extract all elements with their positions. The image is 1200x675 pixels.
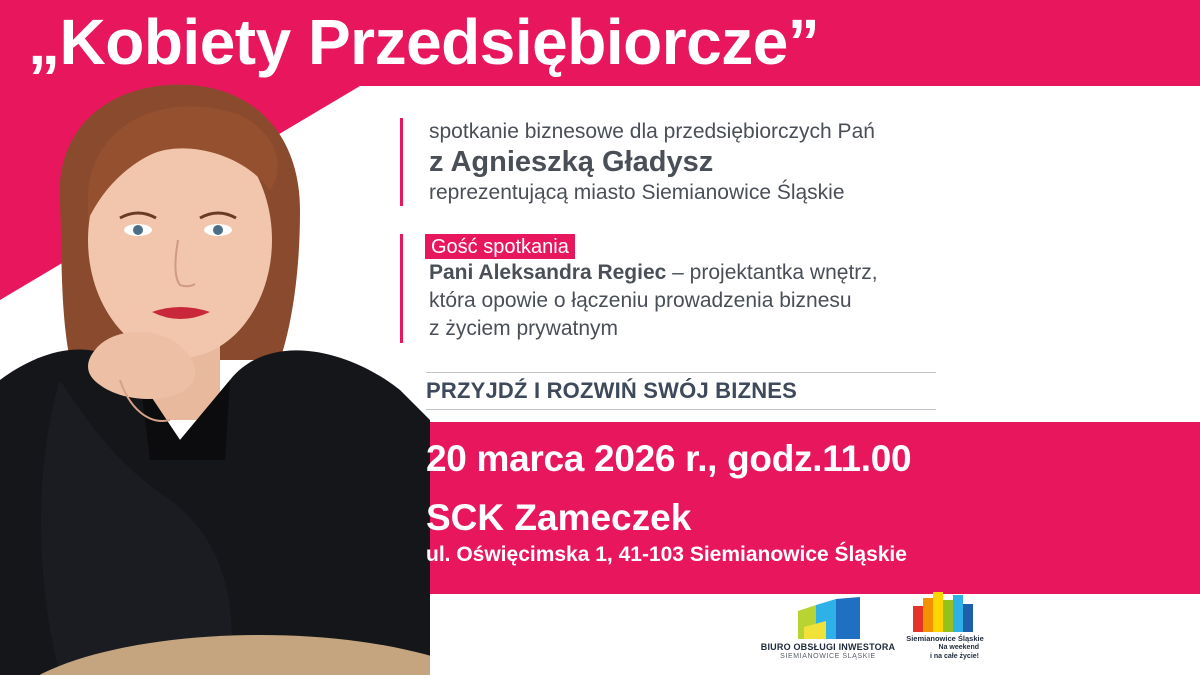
guest-description [425,259,1040,343]
guest-line-2: która opowie o łączeniu prowadzenia biznesu [429,289,852,312]
investor-office-logo [758,597,898,663]
guest-line-3: z życiem prywatnym [429,317,619,340]
investor-office-name: BIURO OBSŁUGI INWESTORA [760,642,896,652]
city-logo-tagline-1: Na weekend [938,644,979,651]
guest-tag: Gość spotkania [425,234,575,259]
guest-line-1: – projektantka wnętrz, [666,261,878,284]
city-logo-name: Siemianowice Śląskie [906,634,984,643]
intro-line-1: spotkanie biznesowe dla przedsiębiorczych Pań [429,120,875,143]
city-logo-mark [913,592,979,632]
event-title: „Kobiety Przedsiębiorcze” [28,6,820,78]
call-to-action [426,372,936,410]
host-portrait [0,80,430,675]
guest-name: Pani Aleksandra Regiec [429,261,667,284]
city-logo-tagline-2: i na całe życie! [929,653,979,660]
guest-block [400,234,1040,343]
cta-text: PRZYJDŹ I ROZWIŃ SWÓJ BIZNES [426,378,798,403]
event-venue: SCK Zameczek [426,497,692,538]
event-date: 20 marca 2026 r., godz.11.00 [426,438,912,479]
investor-office-city: SIEMIANOWICE ŚLĄSKIE [780,653,876,660]
event-address: ul. Oświęcimska 1, 41-103 Siemianowice Śląskie [426,543,907,566]
investor-office-logo-mark [798,597,860,639]
intro-block [400,118,1020,206]
intro-line-3: reprezentującą miasto Siemianowice Śląskie [429,181,845,204]
city-logo [905,592,985,672]
host-name: z Agnieszką Gładysz [429,146,714,178]
